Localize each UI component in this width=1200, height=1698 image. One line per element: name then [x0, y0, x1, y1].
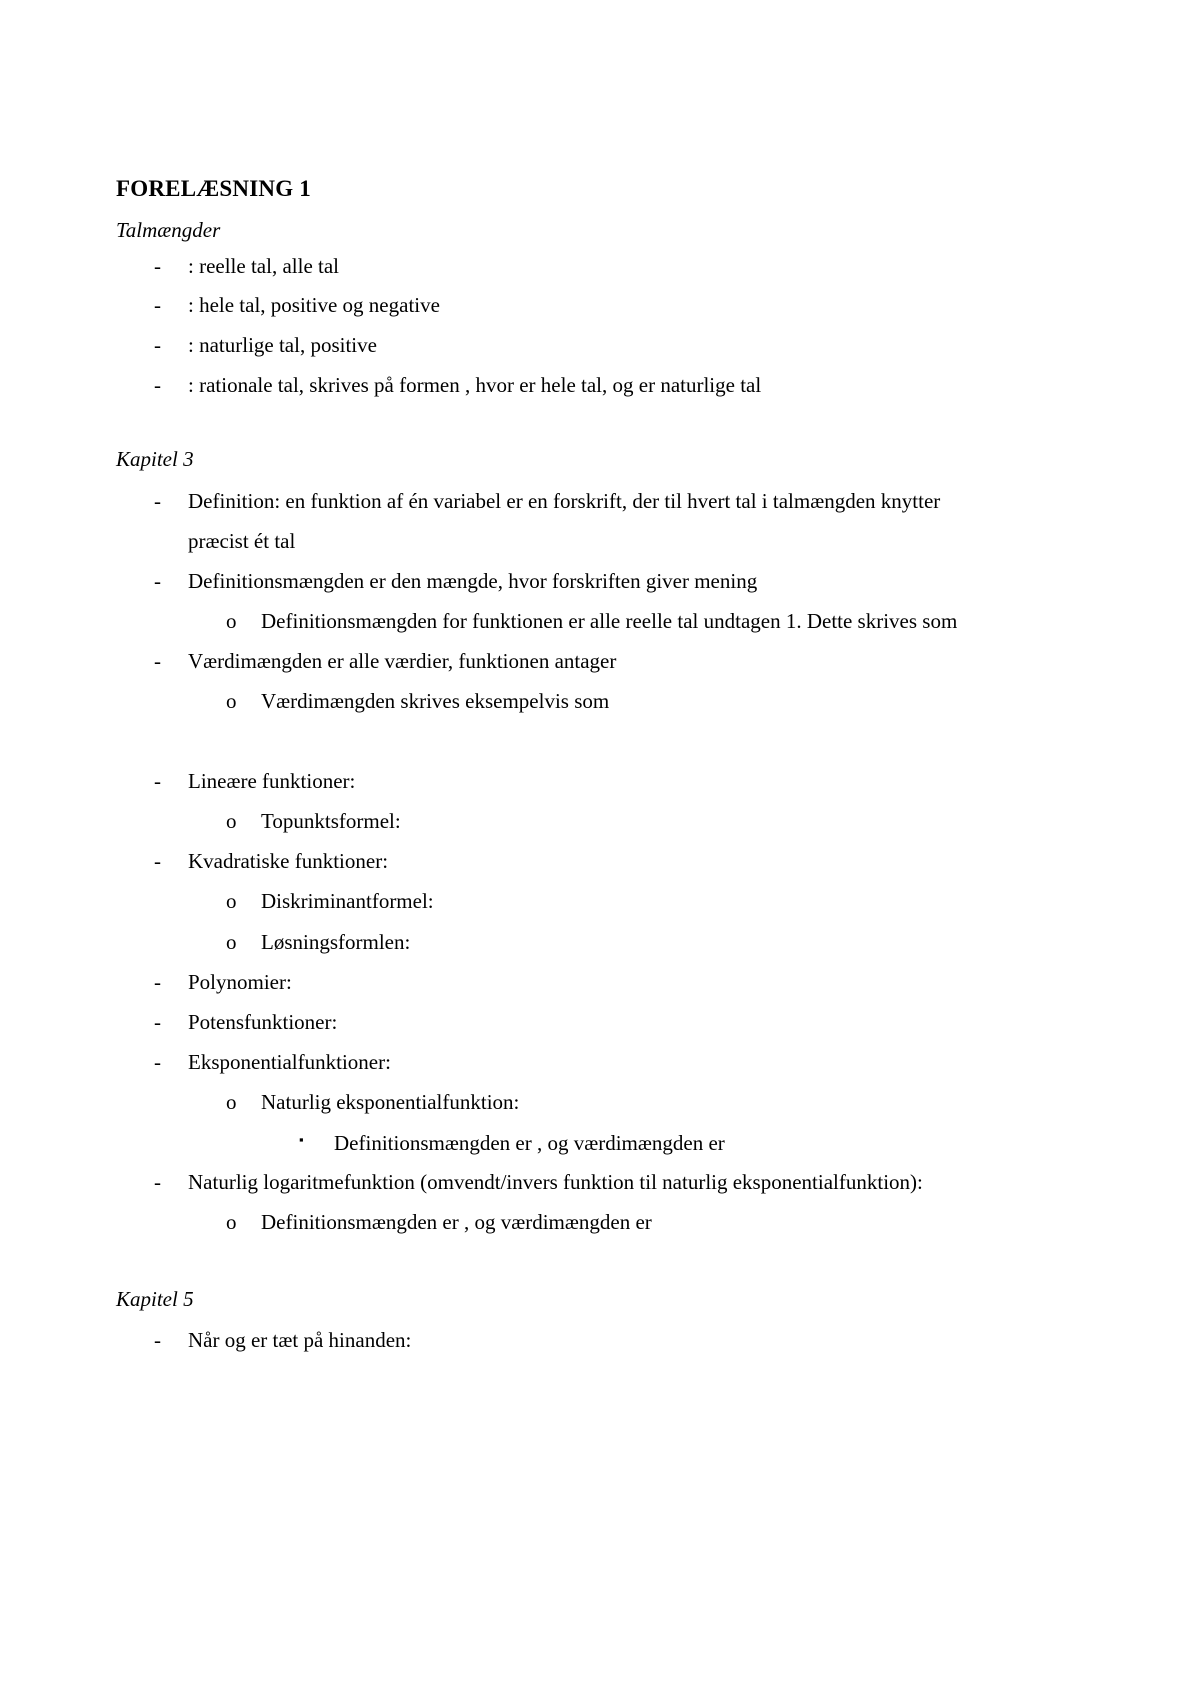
bullet-circle: o [226, 1090, 237, 1114]
bullet-circle: o [226, 609, 237, 633]
sub-item-loesningsformlen: Løsningsformlen: [261, 930, 411, 954]
list-item-polynomier: Polynomier: [188, 970, 292, 994]
list-item-kvadratiske: Kvadratiske funktioner: [188, 849, 389, 873]
list-item-definitionsmaengden: Definitionsmængden er den mængde, hvor forskriften giver mening [188, 569, 758, 593]
sub-item-logaritme-definitionsmaengden: Definitionsmængden er , og værdimængden er [261, 1210, 652, 1234]
sub-item-diskriminantformel: Diskriminantformel: [261, 889, 434, 913]
list-item-potensfunktioner: Potensfunktioner: [188, 1010, 338, 1034]
section-heading-kapitel-5: Kapitel 5 [116, 1287, 194, 1311]
bullet-dash: - [154, 489, 161, 513]
list-item-definition: Definition: en funktion af én variabel er en forskrift, der til hvert tal i talmængden knytter [188, 489, 941, 513]
list-item: : reelle tal, alle tal [188, 254, 339, 278]
list-item: : rationale tal, skrives på formen , hvor er hele tal, og er naturlige tal [188, 373, 762, 397]
bullet-circle: o [226, 930, 237, 954]
bullet-dash: - [154, 373, 161, 397]
bullet-square: ▪ [299, 1132, 304, 1147]
bullet-dash: - [154, 333, 161, 357]
bullet-dash: - [154, 1010, 161, 1034]
sub-item-topunktsformel: Topunktsformel: [261, 809, 401, 833]
bullet-dash: - [154, 1050, 161, 1074]
list-item: : naturlige tal, positive [188, 333, 377, 357]
sub-item-naturlig-eksponentialfunktion: Naturlig eksponentialfunktion: [261, 1090, 520, 1114]
sub-sub-item-definitionsmaengden: Definitionsmængden er , og værdimængden er [334, 1131, 725, 1155]
document-title: FORELÆSNING 1 [116, 176, 311, 201]
list-item-vaerdimaengden: Værdimængden er alle værdier, funktionen antager [188, 649, 617, 673]
list-item: : hele tal, positive og negative [188, 293, 440, 317]
bullet-dash: - [154, 569, 161, 593]
bullet-dash: - [154, 849, 161, 873]
sub-item-vaerdimaengden: Værdimængden skrives eksempelvis som [261, 689, 610, 713]
bullet-dash: - [154, 254, 161, 278]
list-item-naar: Når og er tæt på hinanden: [188, 1328, 412, 1352]
section-heading-talmaengder: Talmængder [116, 218, 221, 242]
bullet-circle: o [226, 689, 237, 713]
list-item-eksponentialfunktioner: Eksponentialfunktioner: [188, 1050, 391, 1074]
bullet-dash: - [154, 293, 161, 317]
sub-item-definitionsmaengden: Definitionsmængden for funktionen er alle reelle tal undtagen 1. Dette skrives som [261, 609, 958, 633]
list-item-logaritmefunktion: Naturlig logaritmefunktion (omvendt/invers funktion til naturlig eksponentialfunktion): [188, 1170, 923, 1194]
bullet-dash: - [154, 970, 161, 994]
section-heading-kapitel-3: Kapitel 3 [116, 447, 194, 471]
bullet-circle: o [226, 889, 237, 913]
list-item-definition-continued: præcist ét tal [188, 529, 296, 553]
bullet-dash: - [154, 769, 161, 793]
list-item-lineaere: Lineære funktioner: [188, 769, 356, 793]
bullet-circle: o [226, 1210, 237, 1234]
bullet-dash: - [154, 1328, 161, 1352]
bullet-dash: - [154, 649, 161, 673]
bullet-circle: o [226, 809, 237, 833]
bullet-dash: - [154, 1170, 161, 1194]
